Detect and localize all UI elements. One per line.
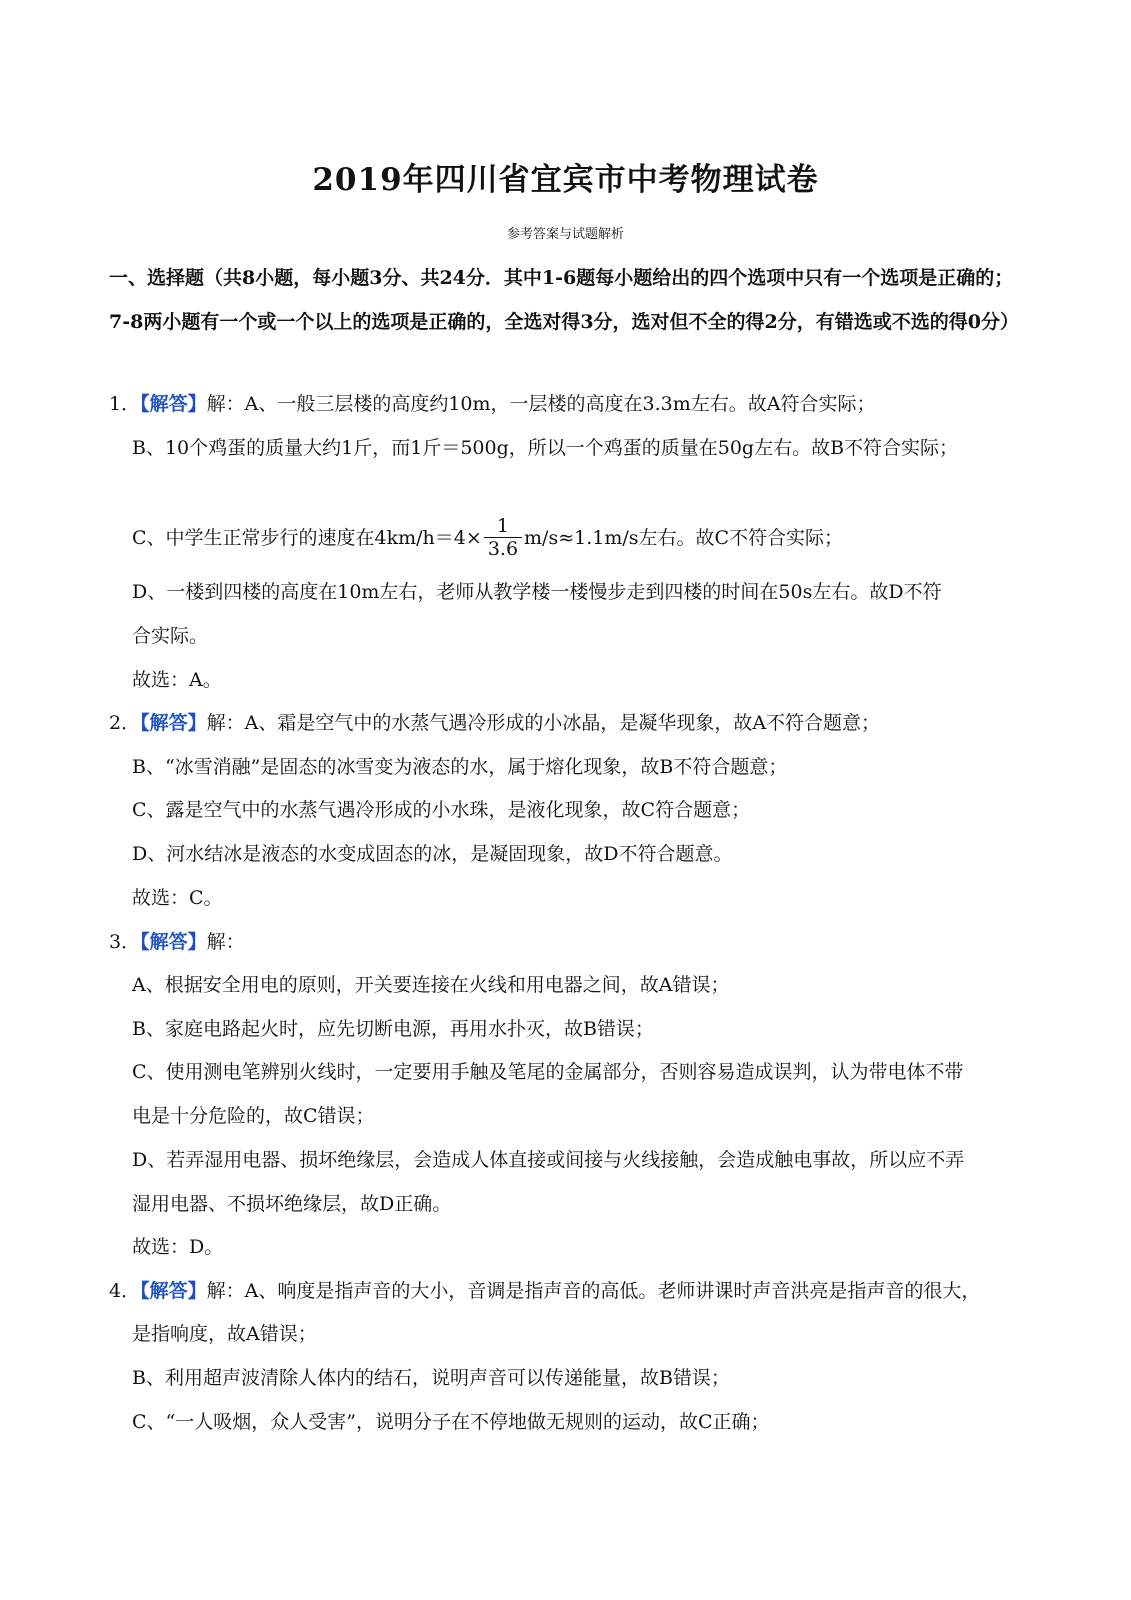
q1-option-d-line1: D、一楼到四楼的高度在10m左右，老师从教学楼一楼慢步走到四楼的时间在50s左右。故D不符 [132, 581, 942, 603]
q1-option-c-post: m/s≈1.1m/s左右。故C不符合实际； [524, 526, 844, 549]
q3-option-b: B、家庭电路起火时，应先切断电源，再用水扑灭，故B错误； [132, 1018, 654, 1040]
q4-option-a-line2: 是指响度，故A错误； [132, 1323, 317, 1345]
q4-answer-tag: 【解答】 [140, 1280, 207, 1302]
q1-first-line [109, 390, 875, 418]
q2-number: 2． [109, 712, 141, 734]
q4-number: 4． [109, 1280, 141, 1302]
q1-option-d-line2: 合实际。 [132, 625, 209, 647]
q4-option-b: B、利用超声波清除人体内的结石，说明声音可以传递能量，故B错误； [132, 1367, 730, 1389]
q2-option-d: D、河水结冰是液态的水变成固态的冰，是凝固现象，故D不符合题意。 [132, 843, 733, 865]
q2-first-line [109, 709, 880, 737]
fraction-denominator: 3.6 [487, 538, 519, 560]
q3-answer-tag: 【解答】 [140, 931, 207, 953]
q1-choice: 故选：A。 [132, 669, 222, 691]
q1-answer-tag: 【解答】 [140, 393, 207, 415]
q1-number: 1． [109, 393, 141, 415]
q3-intro: 解： [206, 931, 245, 953]
q2-option-a: 解：A、霜是空气中的水蒸气遇冷形成的小冰晶，是凝华现象，故A不符合题意； [206, 712, 881, 734]
page-subtitle: 参考答案与试题解析 [506, 227, 624, 242]
fraction [484, 515, 522, 560]
q4-first-line [109, 1277, 980, 1305]
q1-option-c-pre: C、中学生正常步行的速度在4km/h＝4× [132, 526, 482, 549]
q2-answer-tag: 【解答】 [140, 712, 207, 734]
q2-choice: 故选：C。 [132, 887, 223, 909]
q3-choice: 故选：D。 [132, 1236, 224, 1258]
q2-option-c: C、露是空气中的水蒸气遇冷形成的小水珠，是液化现象，故C符合题意； [132, 799, 751, 821]
q2-option-b: B、“冰雪消融”是固态的冰雪变为液态的水，属于熔化现象，故B不符合题意； [132, 756, 788, 778]
q4-option-c: C、“一人吸烟，众人受害”，说明分子在不停地做无规则的运动，故C正确； [132, 1411, 770, 1433]
q1-option-a: 解：A、一般三层楼的高度约10m，一层楼的高度在3.3m左右。故A符合实际； [206, 393, 876, 415]
q3-option-a: A、根据安全用电的原则，开关要连接在火线和用电器之间，故A错误； [132, 974, 730, 996]
q3-option-d-line2: 湿用电器、不损坏绝缘层，故D正确。 [132, 1193, 452, 1215]
q4-option-a: 解：A、响度是指声音的大小，音调是指声音的高低。老师讲课时声音洪亮是指声音的很大， [206, 1280, 981, 1302]
q3-option-c-line1: C、使用测电笔辨别火线时，一定要用手触及笔尾的金属部分，否则容易造成误判，认为带电体不带 [132, 1061, 964, 1083]
page-title: 2019年四川省宜宾市中考物理试卷 [312, 162, 819, 198]
q3-number: 3． [109, 931, 141, 953]
q3-option-c-line2: 电是十分危险的，故C错误； [132, 1105, 375, 1127]
q3-option-d-line1: D、若弄湿用电器、损坏绝缘层，会造成人体直接或间接与火线接触，会造成触电事故，所以应不弄 [132, 1149, 965, 1171]
section-heading: 一、选择题（共8小题，每小题3分、共24分．其中1-6题每小题给出的四个选项中只有一个选项是正确的；7-8两小题有一个或一个以上的选项是正确的，全选对得3分，选对但不全的得2分，有错选或不选的得0分） [109, 267, 1019, 333]
q1-option-c [132, 515, 843, 560]
fraction-numerator: 1 [496, 515, 509, 537]
q3-first-line [109, 928, 245, 956]
q1-option-b: B、10个鸡蛋的质量大约1斤，而1斤＝500g，所以一个鸡蛋的质量在50g左右。故B不符合实际； [132, 437, 959, 459]
